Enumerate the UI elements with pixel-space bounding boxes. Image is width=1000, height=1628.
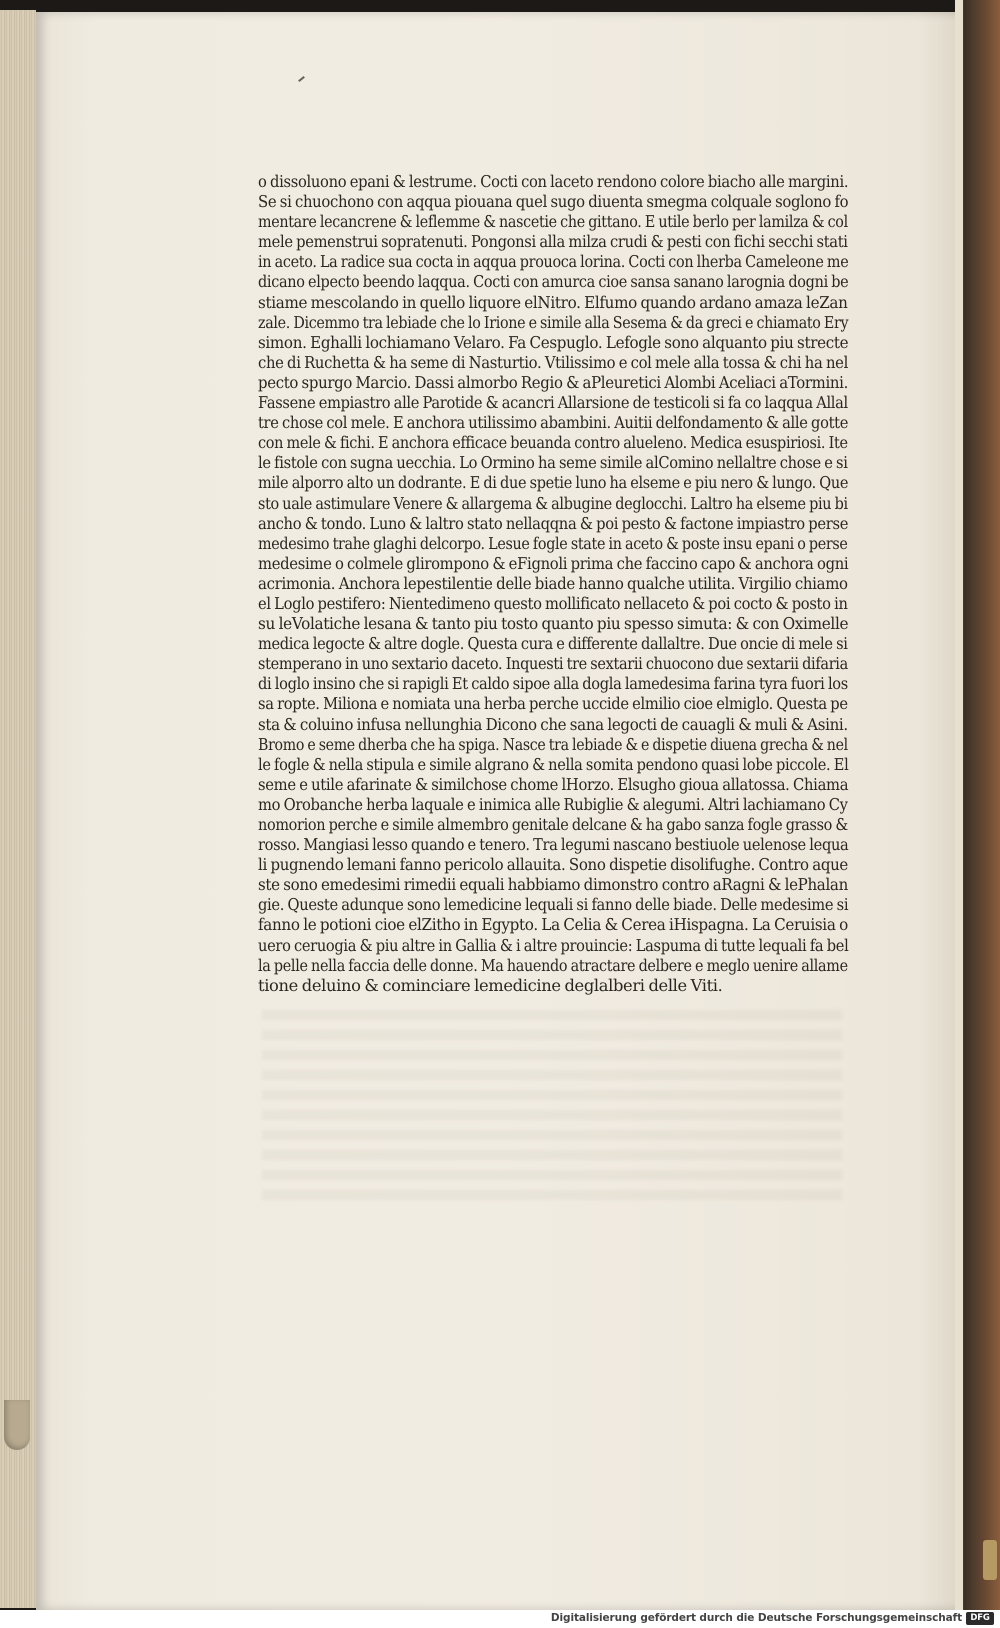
text-line: Bromo e seme dherba che ha spiga. Nasce tra lebiade & e dispetie diuena grecha & nel	[258, 734, 848, 754]
text-line: di loglo insino che si rapigli Et caldo sipoe alla dogla lamedesima farina tyra fuori los	[258, 674, 848, 694]
text-line: medesimo trahe glaghi delcorpo. Lesue fogle state in aceto & poste insu epani o perse	[258, 533, 848, 553]
footer-strip	[0, 1610, 1000, 1628]
text-line: acrimonia. Anchora lepestilentie delle biade hanno qualche utilita. Virgilio chiamo	[258, 573, 848, 593]
book-binding-right	[955, 0, 1000, 1610]
text-line: sa ropte. Miliona e nomiata una herba perche uccide elmilio cioe elmiglo. Questa pe	[258, 694, 848, 714]
text-line: stemperano in uno sextario daceto. Inquesti tre sextarii chuocono due sextarii difaria	[258, 654, 848, 674]
text-line: con mele & fichi. E anchora efficace beuanda contro alueleno. Medica esuspiriosi. Ite	[258, 433, 848, 453]
text-line: mentare lecancrene & leflemme & nascetie che gittano. E utile berlo per lamilza & col	[258, 212, 848, 232]
text-line: medica legocte & altre dogle. Questa cura e differente dallaltre. Due oncie di mele si	[258, 634, 848, 654]
text-line: pecto spurgo Marcio. Dassi almorbo Regio & aPleuretici Alombi Aceliaci aTormini.	[258, 372, 849, 392]
text-line: o dissoluono epani & lestrume. Cocti con laceto rendono colore biacho alle margini.	[258, 172, 849, 191]
text-line: stiame mescolando in quello liquore elNitro. Elfumo quando ardano amaza leZan	[258, 292, 848, 312]
page-curl	[4, 1400, 30, 1450]
text-line: ancho & tondo. Luno & laltro stato nellaqqna & poi pesto & factone impiastro perse	[258, 513, 849, 533]
text-line: la pelle nella faccia delle donne. Ma hauendo atractare delbere e meglo uenire allame	[258, 955, 848, 975]
text-line: simon. Eghalli lochiamano Velaro. Fa Cespuglo. Lefogle sono alquanto piu strecte	[258, 332, 849, 352]
text-line: in aceto. La radice sua cocta in aqqua prouoca lorina. Cocti con lherba Cameleone me	[258, 252, 849, 272]
text-line: le fistole con sugna uecchia. Lo Ormino ha seme simile alComino nellaltre chose e si	[258, 453, 848, 473]
text-line: tre chose col mele. E anchora utilissimo abambini. Auitii delfondamento & alle gotte	[258, 413, 849, 433]
text-line: mele pemenstrui sopratenuti. Pongonsi alla milza crudi & pesti con fichi secchi stati	[258, 232, 848, 252]
text-line: zale. Dicemmo tra lebiade che lo Irione e simile alla Sesema & da greci e chiamato Ery	[258, 312, 849, 332]
text-line: su leVolatiche lesana & tanto piu tosto quanto piu spesso simuta: & con Oximelle	[258, 614, 849, 634]
text-line: seme e utile afarinate & similchose chome lHorzo. Elsugho gioua allatossa. Chiama	[258, 774, 849, 794]
dfg-logo: DFG	[966, 1612, 994, 1625]
text-line: li pugnendo lemani fanno pericolo allauita. Sono dispetie disolifughe. Contro aque	[258, 855, 848, 875]
text-line: mile alporro alto un dodrante. E di due spetie luno ha elseme e piu nero & lungo. Que	[258, 473, 849, 493]
clasp	[983, 1540, 997, 1580]
page-stack-left-edge	[0, 10, 36, 1608]
text-line: le fogle & nella stipula e simile algrano & nella somita pendono quasi lobe piccole. El	[258, 754, 849, 774]
text-line: rosso. Mangiasi lesso quando e tenero. Tra legumi nascano bestiuole uelenose lequa	[258, 835, 849, 855]
text-line: fanno le potioni cioe elZitho in Egypto. La Celia & Cerea iHispagna. La Ceruisia o	[258, 915, 848, 935]
text-line: sta & coluino infusa nellunghia Dicono che sana legocti de cauagli & muli & Asini.	[258, 714, 848, 734]
text-line: sto uale astimulare Venere & allargema & albugine deglocchi. Laltro ha elseme piu bi	[258, 493, 848, 513]
text-line: mo Orobanche herba laquale e inimica alle Rubiglie & alegumi. Altri lachiamano Cy	[258, 794, 848, 814]
text-line: Se si chuochono con aqqua piouana quel sugo diuenta smegma colquale soglono fo	[258, 192, 849, 212]
text-line: Fassene empiastro alle Parotide & acancri Allarsione de testicoli si fa co laqqua Allal	[258, 393, 848, 413]
text-line: tione deluino & cominciare lemedicine deglalberi delle Viti.	[258, 975, 723, 995]
text-line: nomorion perche e simile almembro genitale delcane & ha gabo sanza fogle grasso &	[258, 815, 848, 834]
text-line: gie. Queste adunque sono lemedicine lequali si fanno delle biade. Delle medesime si	[258, 895, 849, 915]
text-line: el Loglo pestifero: Nientedimeno questo mollificato nellaceto & poi cocto & posto in	[258, 593, 848, 613]
text-line: ste sono emedesimi rimedii equali habbiamo dimonstro contro aRagni & lePhalan	[258, 875, 848, 895]
text-line: uero ceruogia & piu altre in Gallia & i altre prouincie: Laspuma di tutte lequali fa bel	[258, 935, 849, 955]
footer-credit: Digitalisierung gefördert durch die Deutsche Forschungsgemeinschaft	[550, 1612, 962, 1624]
text-line: medesime o colmele glirompono & eFignoli prima che faccino capo & anchora ogni	[258, 553, 849, 573]
text-line: che di Ruchetta & ha seme di Nasturtio. Vtilissimo e col mele alla tossa & chi ha nel	[258, 352, 849, 372]
text-line: dicano elpecto beendo laqqua. Cocti con amurca cioe sansa sanano larognia dogni be	[258, 272, 849, 292]
page-edge-sliver	[955, 0, 963, 1610]
page-text-block	[258, 172, 848, 996]
reverse-show-through	[262, 1010, 842, 1210]
